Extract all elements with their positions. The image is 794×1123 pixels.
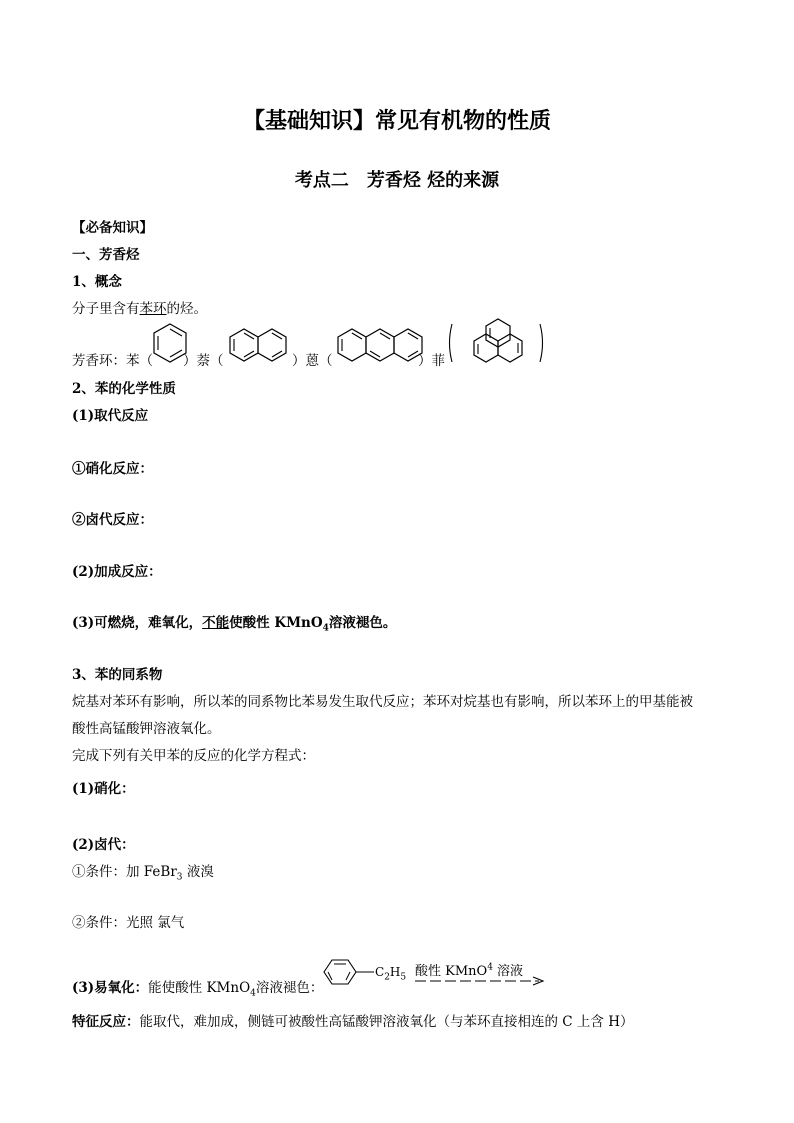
reaction-arrow-icon (415, 976, 547, 986)
section2-heading: 2、苯的化学性质 (72, 381, 176, 397)
close-benzene: ）萘（ (183, 353, 224, 369)
phenanthrene-structure-icon (446, 322, 546, 364)
close-anthracene: ）菲 (418, 353, 445, 369)
toluene-nitration-label: (1)硝化： (72, 781, 135, 797)
feature-line: 特征反应：能取代，难加成，侧链可被酸性高锰酸钾溶液氧化（与苯环直接相连的 C 上含 H） (72, 1014, 634, 1030)
concept-heading: 1、概念 (72, 274, 122, 290)
anthracene-structure-icon (336, 328, 426, 362)
benzene-halogenation-label: ②卤代反应： (72, 512, 153, 528)
condition-1: ①条件：加 FeBr$_3$ 液溴 (72, 864, 214, 883)
benzene-addition-label: (2)加成反应： (72, 564, 162, 580)
toluene-prompt: 完成下列有关甲苯的反应的化学方程式： (72, 748, 315, 764)
toluene-halogenation-label: (2)卤代： (72, 837, 135, 853)
combustion-underlined: 不能 (202, 615, 230, 631)
condition-2: ②条件：光照 氯气 (72, 915, 185, 931)
page-subtitle: 考点二 芳香烃 烃的来源 (294, 170, 500, 191)
close-naphthalene: ）蒽（ (292, 353, 333, 369)
concept-text: 分子里含有苯环的烃。 (72, 301, 207, 317)
arrow-condition: 酸性 KMnO$^4$ 溶液 (415, 962, 524, 979)
section1-heading: 一、芳香烃 (72, 247, 140, 263)
oxidation-line: (3)易氧化：能使酸性 KMnO$_4$溶液褪色： (72, 980, 324, 999)
must-know-label: 【必备知识】 (72, 220, 153, 236)
homolog-para-line1: 烷基对苯环有影响，所以苯的同系物比苯易发生取代反应；苯环对烷基也有影响，所以苯环上的甲基能被 (72, 694, 693, 710)
ring-intro: 芳香环：苯（ (72, 353, 153, 369)
concept-underlined: 苯环 (139, 301, 167, 317)
page-title: 【基础知识】常见有机物的性质 (242, 108, 551, 134)
combustion-line: (3)可燃烧，难氧化，不能使酸性 KMnO$_4$溶液褪色。 (72, 615, 397, 634)
benzene-nitration-label: ①硝化反应： (72, 461, 153, 477)
ethyl-group: $C_2H_5$ (375, 965, 407, 983)
ethylbenzene-ring-icon (322, 958, 376, 986)
homolog-para-line2: 酸性高锰酸钾溶液氧化。 (72, 721, 221, 737)
substitution-heading: (1)取代反应 (72, 408, 149, 424)
naphthalene-structure-icon (228, 328, 290, 362)
section3-heading: 3、苯的同系物 (72, 667, 163, 683)
